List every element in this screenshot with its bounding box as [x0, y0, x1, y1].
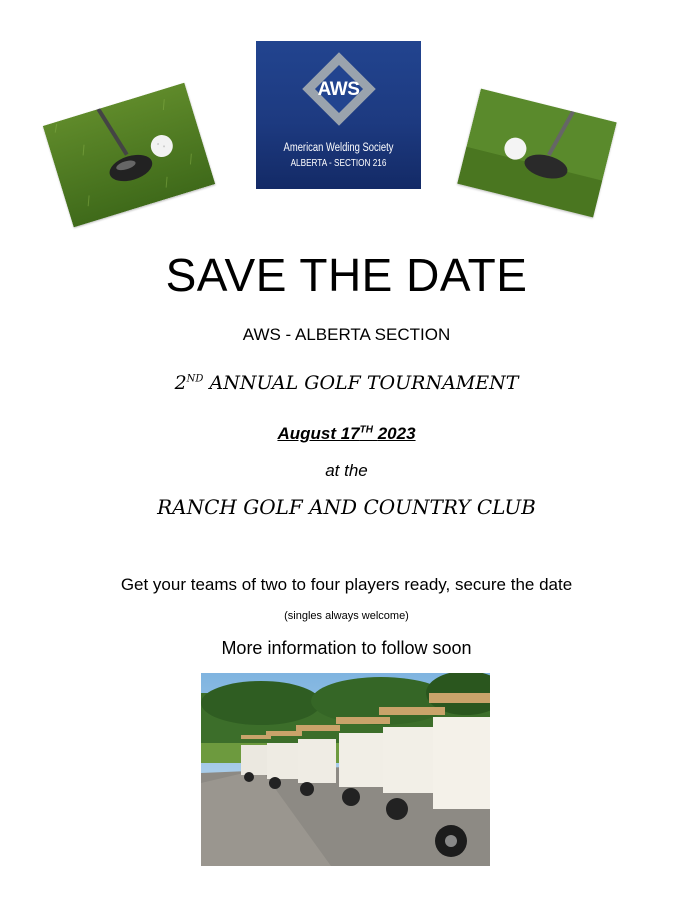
golf-carts-photo	[201, 673, 490, 866]
more-info-text: More information to follow soon	[221, 638, 472, 658]
singles-note: (singles always welcome)	[284, 610, 409, 622]
golf-ball-photo-right	[457, 89, 617, 218]
at-the-text: at the	[325, 461, 368, 480]
event-year: 2023	[377, 424, 416, 443]
logo-org-name: American Welding Society	[283, 142, 394, 154]
logo-mark: AWS	[317, 79, 360, 100]
golf-ball-photo-left	[43, 83, 216, 228]
headline: SAVE THE DATE	[165, 249, 528, 301]
tournament-ordinal-suffix: ND	[186, 373, 204, 385]
event-date	[0, 424, 693, 444]
venue-name: RANCH GOLF AND COUNTRY CLUB	[157, 495, 536, 519]
tournament-name: ANNUAL GOLF TOURNAMENT	[209, 372, 519, 394]
logo-section-name: ALBERTA - SECTION 216	[290, 158, 387, 169]
section-name: AWS - ALBERTA SECTION	[242, 325, 451, 344]
event-day-suffix: TH	[359, 424, 373, 436]
aws-logo	[256, 41, 421, 189]
tournament-ordinal: 2	[174, 372, 187, 394]
event-month-day: August 17	[277, 424, 360, 443]
teams-text: Get your teams of two to four players ready, secure the date	[120, 575, 573, 594]
tournament-title	[0, 372, 693, 394]
